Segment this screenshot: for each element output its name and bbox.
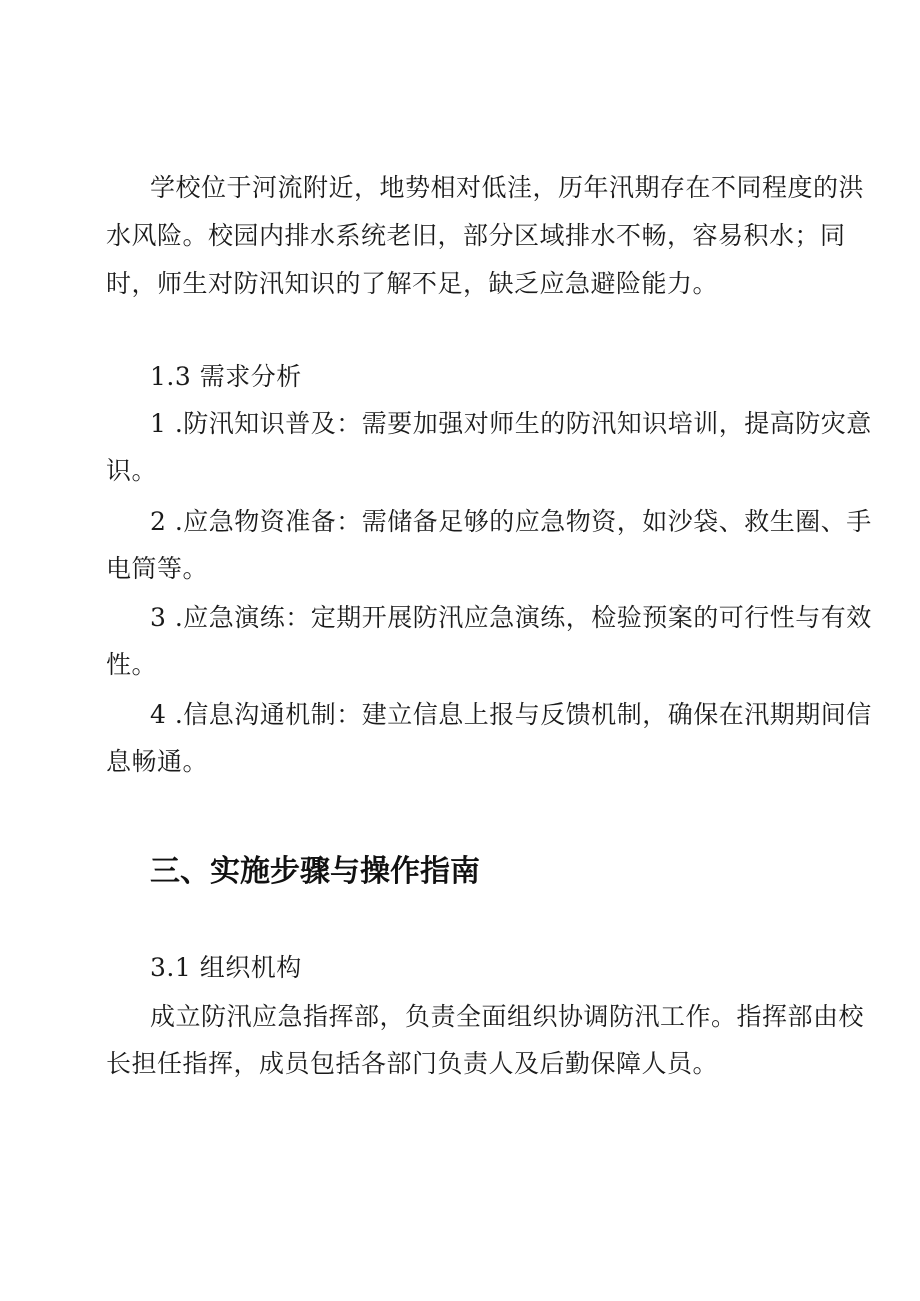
- section-3-1-title: 3.1 组织机构: [150, 953, 302, 982]
- section-1-3-title: 1.3 需求分析: [150, 362, 302, 391]
- need-item-1-line-2: 识。: [106, 456, 158, 485]
- intro-paragraph-line-1: 学校位于河流附近，地势相对低洼，历年汛期存在不同程度的洪: [150, 173, 865, 202]
- need-item-3-line-2: 性。: [106, 650, 158, 679]
- need-item-2-line-2: 电筒等。: [106, 554, 209, 583]
- need-item-2-line-1: 2 .应急物资准备：需储备足够的应急物资，如沙袋、救生圈、手: [150, 507, 872, 536]
- chapter-3-heading: 三、实施步骤与操作指南: [150, 854, 480, 889]
- need-item-1-line-1: 1 .防汛知识普及：需要加强对师生的防汛知识培训，提高防灾意: [150, 409, 872, 438]
- org-paragraph-line-2: 长担任指挥，成员包括各部门负责人及后勤保障人员。: [106, 1049, 719, 1078]
- need-item-4-line-1: 4 .信息沟通机制：建立信息上报与反馈机制，确保在汛期期间信: [150, 700, 872, 729]
- intro-paragraph-line-3: 时，师生对防汛知识的了解不足，缺乏应急避险能力。: [106, 269, 719, 298]
- org-paragraph-line-1: 成立防汛应急指挥部，负责全面组织协调防汛工作。指挥部由校: [150, 1002, 865, 1031]
- need-item-4-line-2: 息畅通。: [106, 747, 209, 776]
- intro-paragraph-line-2: 水风险。校园内排水系统老旧，部分区域排水不畅，容易积水；同: [106, 221, 846, 250]
- need-item-3-line-1: 3 .应急演练：定期开展防汛应急演练，检验预案的可行性与有效: [150, 603, 872, 632]
